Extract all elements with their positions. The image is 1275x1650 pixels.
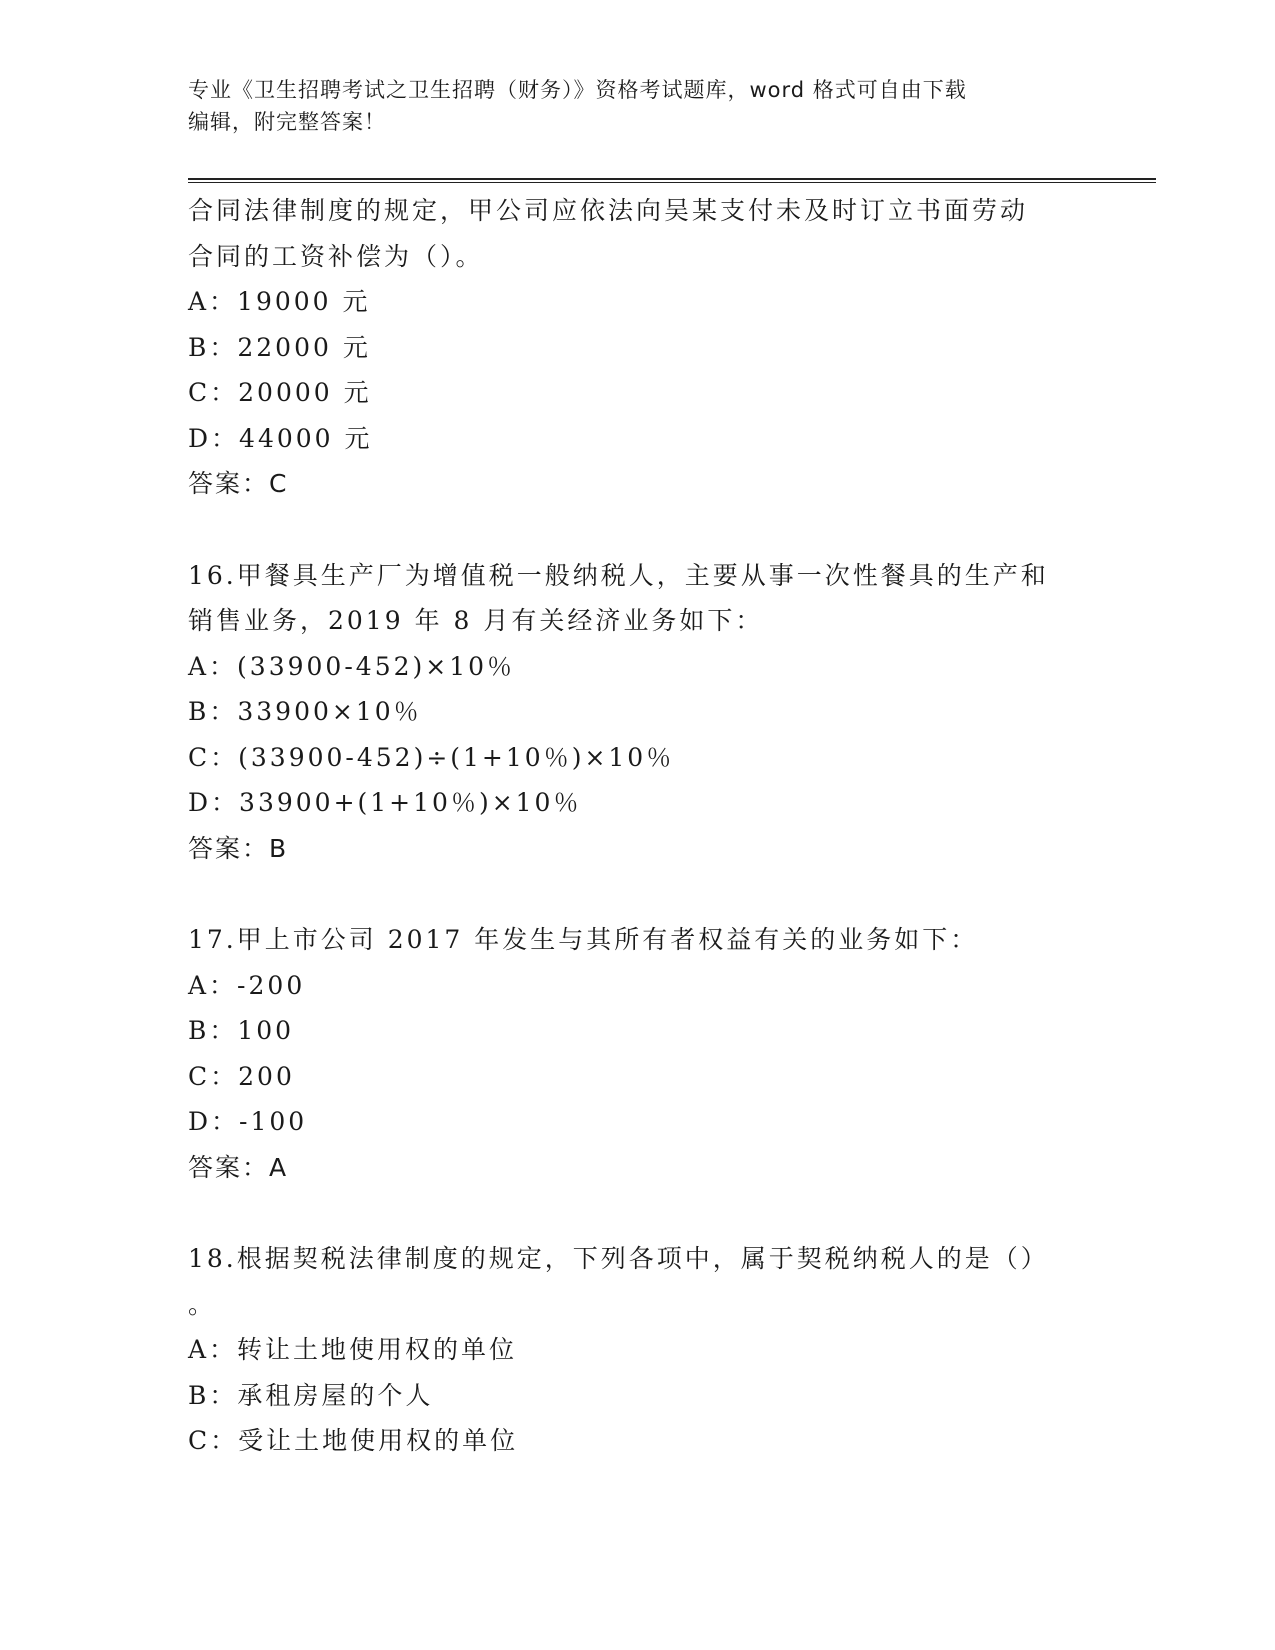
option-a: A：(33900-452)×10％ — [188, 651, 516, 681]
option-a: A：19000 元 — [188, 287, 371, 316]
option-c: C：200 — [188, 1061, 295, 1091]
header-line-1: 专业《卫生招聘考试之卫生招聘（财务）》资格考试题库，word 格式可自由下载 — [188, 78, 967, 102]
option-b: B：33900×10％ — [188, 697, 422, 726]
option-d: D：33900+(1+10％)×10％ — [188, 788, 582, 817]
option-c: C：受让土地使用权的单位 — [188, 1426, 519, 1455]
question-16 — [188, 553, 1088, 872]
option-d: D：44000 元 — [188, 423, 373, 453]
question-stem: 销售业务，2019 年 8 月有关经济业务如下： — [188, 606, 764, 635]
question-17 — [188, 917, 1088, 1190]
document-body — [188, 188, 1088, 1464]
answer-label: 答案：A — [188, 1152, 289, 1182]
option-a: A：转让土地使用权的单位 — [188, 1335, 518, 1364]
question-stem: 合同的工资补偿为（）。 — [188, 241, 484, 271]
header-line-2: 编辑，附完整答案！ — [188, 110, 386, 134]
question-18 — [188, 1236, 1088, 1464]
question-stem: 18.根据契税法律制度的规定，下列各项中，属于契税纳税人的是（） — [188, 1244, 1049, 1273]
header-divider-thin — [188, 182, 1156, 183]
question-stem: 。 — [188, 1289, 217, 1319]
header-divider — [188, 178, 1156, 180]
answer-label: 答案：B — [188, 833, 289, 863]
option-b: B：22000 元 — [188, 332, 371, 362]
question-15 — [188, 188, 1088, 507]
option-b: B：承租房屋的个人 — [188, 1380, 434, 1410]
question-stem: 17.甲上市公司 2017 年发生与其所有者权益有关的业务如下： — [188, 925, 979, 954]
answer-label: 答案：C — [188, 469, 289, 498]
document-header — [188, 74, 1088, 138]
question-stem: 合同法律制度的规定，甲公司应依法向吴某支付未及时订立书面劳动 — [188, 196, 1029, 225]
option-c: C：20000 元 — [188, 378, 372, 407]
option-a: A：-200 — [188, 970, 306, 1000]
question-stem: 16.甲餐具生产厂为增值税一般纳税人，主要从事一次性餐具的生产和 — [188, 560, 1049, 590]
option-c: C：(33900-452)÷(1+10％)×10％ — [188, 742, 675, 772]
option-b: B：100 — [188, 1016, 295, 1045]
option-d: D：-100 — [188, 1107, 308, 1136]
